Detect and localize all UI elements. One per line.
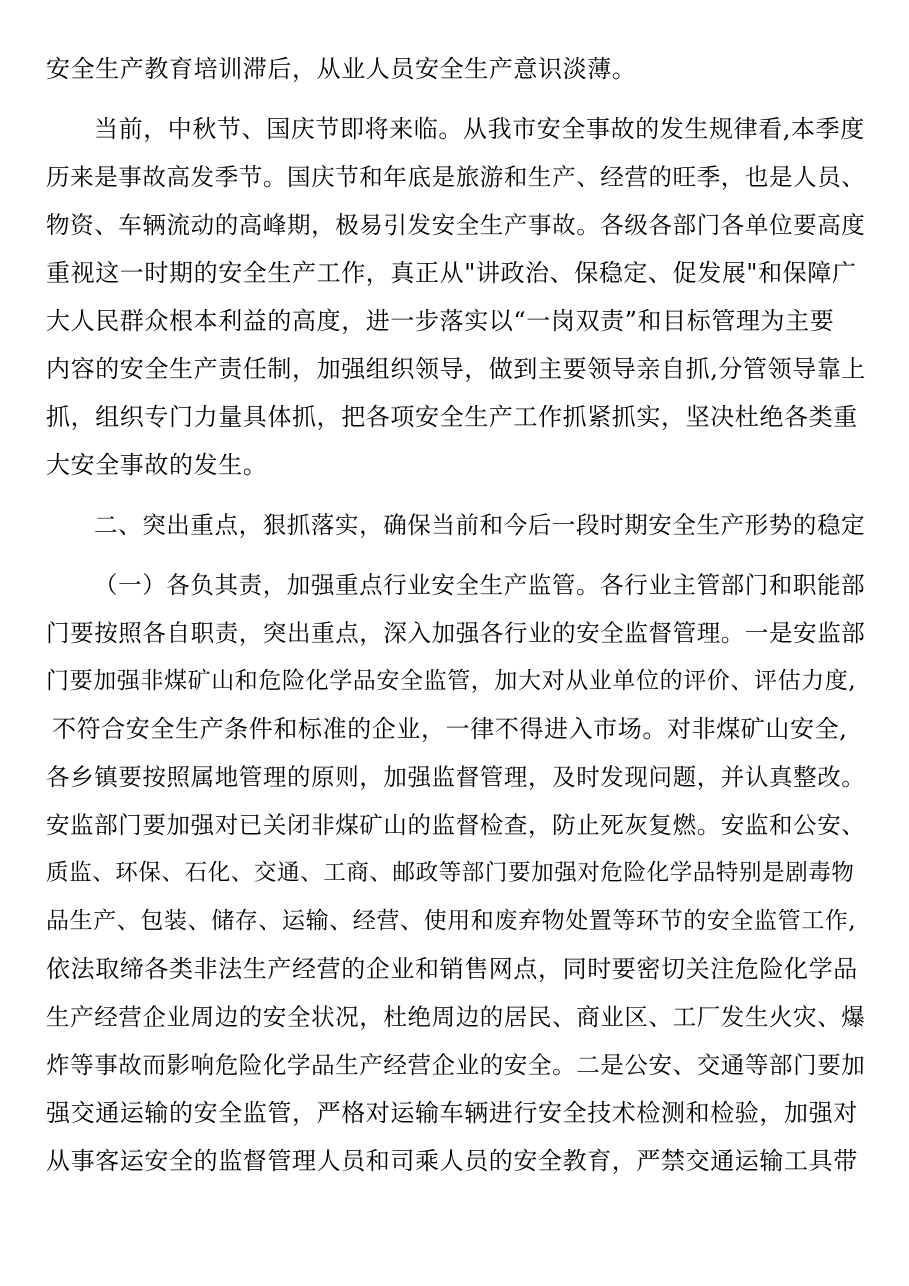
paragraph-line: 安全生产教育培训滞后，从业人员安全生产意识淡薄。 [46,55,637,83]
paragraph-line: 不符合安全生产条件和标准的企业，一律不得进入市场。对非煤矿山安全, [52,715,848,743]
paragraph-line: 安监部门要加强对已关闭非煤矿山的监督检查，防止死灰复燃。安监和公安、 [46,811,866,839]
paragraph-line: 品生产、包装、储存、运输、经营、使用和废弃物处置等环节的安全监管工作, [46,908,857,934]
paragraph-line: 重视这一时期的安全生产工作，真正从"讲政治、保稳定、促发展"和保障广 [46,259,857,287]
paragraph-line: 生产经营企业周边的安全状况，杜绝周边的居民、商业区、工厂发生火灾、爆 [46,1003,866,1031]
paragraph-line: 从事客运安全的监督管理人员和司乘人员的安全教育，严禁交通运输工具带 [46,1147,858,1175]
paragraph-line: 炸等事故而影响危险化学品生产经营企业的安全。二是公安、交通等部门要加 [46,1051,866,1079]
paragraph-line: 抓，组织专门力量具体抓，把各项安全生产工作抓紧抓实，坚决杜绝各类重 [46,403,858,431]
paragraph-line: 大安全事故的发生。 [46,451,268,479]
paragraph-line: 强交通运输的安全监管，严格对运输车辆进行安全技术检测和检验，加强对 [46,1099,858,1127]
paragraph-line: 门要按照各自职责，突出重点，深入加强各行业的安全监督管理。一是安监部 [46,619,866,647]
paragraph-line: 门要加强非煤矿山和危险化学品安全监管，加大对从业单位的评价、评估力度, [46,668,857,694]
paragraph-line: 物资、车辆流动的高峰期，极易引发安全生产事故。各级各部门各单位要高度 [46,211,866,239]
paragraph-line: 大人民群众根本利益的高度，进一步落实以“一岗双责”和目标管理为主要 [46,307,835,335]
paragraph-line: 当前，中秋节、国庆节即将来临。从我市安全事故的发生规律看,本季度 [94,115,865,143]
paragraph-line: （一）各负其责，加强重点行业安全生产监管。各行业主管部门和职能部 [94,571,866,599]
paragraph-line: 依法取缔各类非法生产经营的企业和销售网点，同时要密切关注危险化学品 [46,955,858,983]
paragraph-line: 历来是事故高发季节。国庆节和年底是旅游和生产、经营的旺季，也是人员、 [46,163,866,191]
section-heading: 二、突出重点，狠抓落实，确保当前和今后一段时期安全生产形势的稳定 [94,511,866,539]
paragraph-line: 各乡镇要按照属地管理的原则，加强监督管理，及时发现问题，并认真整改。 [46,763,866,791]
paragraph-line: 内容的安全生产责任制，加强组织领导，做到主要领导亲自抓,分管领导靠上 [46,355,867,383]
paragraph-line: 质监、环保、石化、交通、工商、邮政等部门要加强对危险化学品特别是剧毒物 [46,860,855,886]
